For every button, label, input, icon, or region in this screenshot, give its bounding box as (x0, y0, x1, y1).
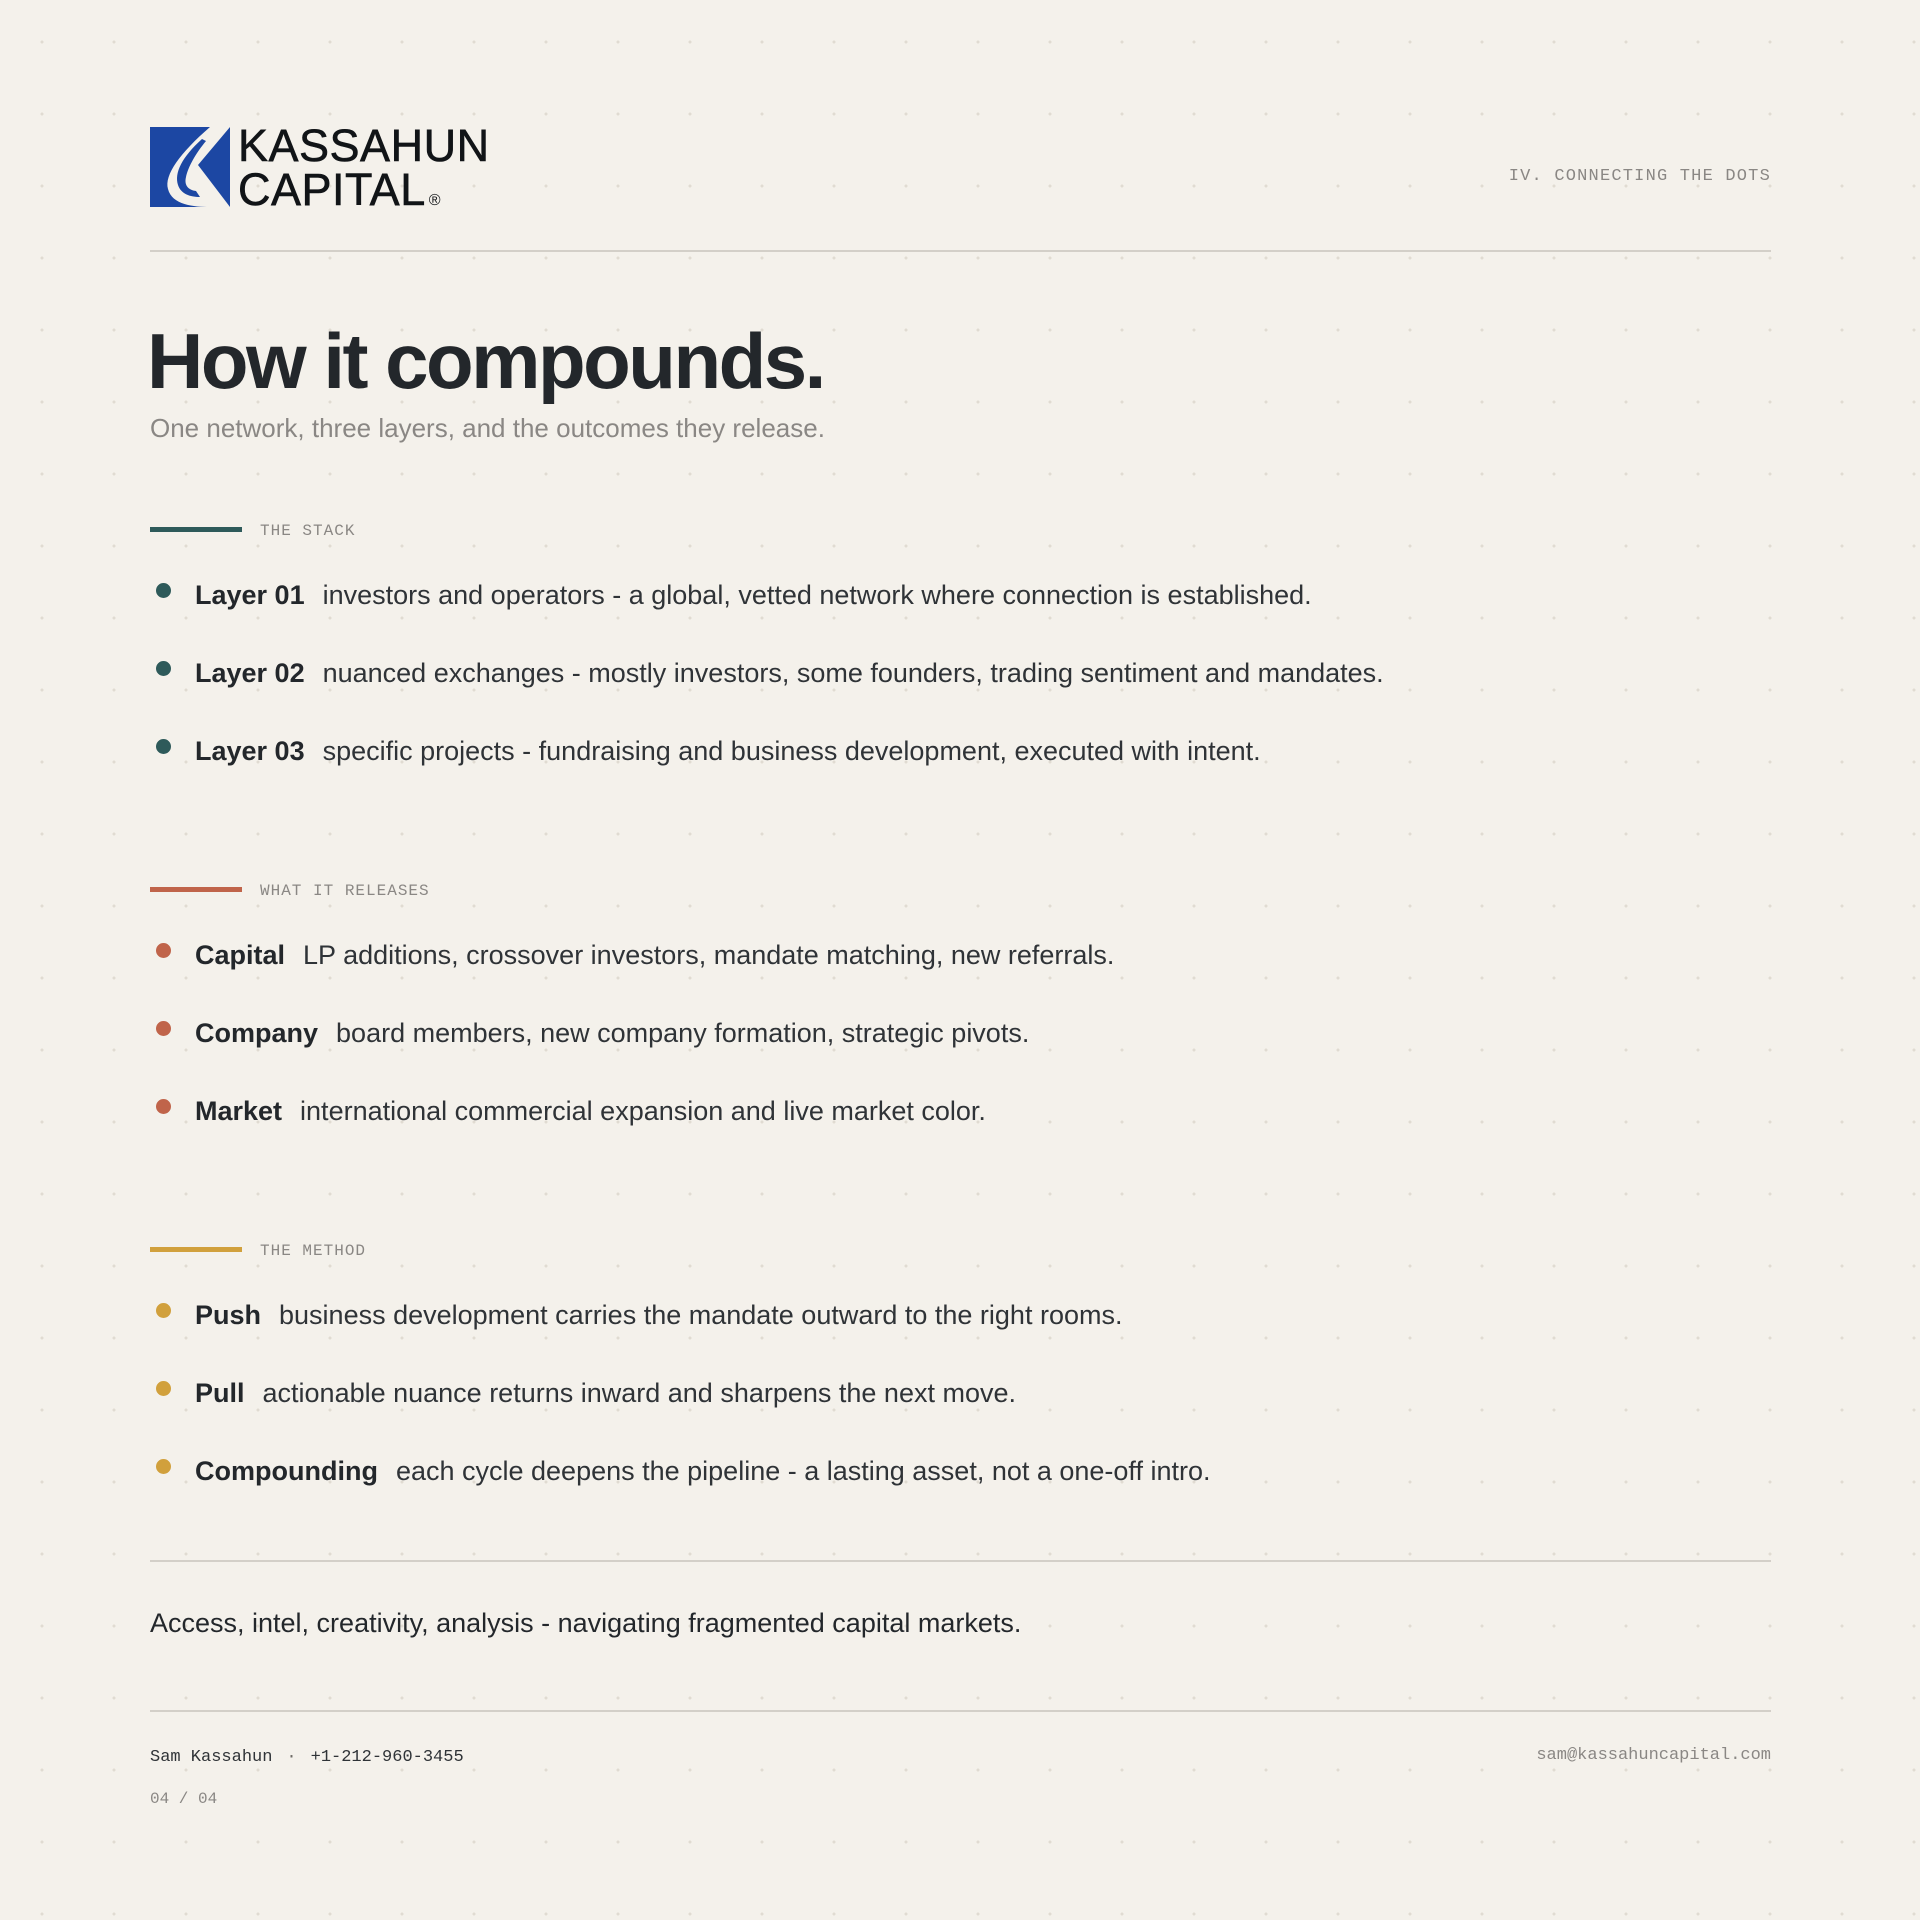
logo-line-2-text: CAPITAL (238, 163, 426, 215)
tagline: Access, intel, creativity, analysis - navigating fragmented capital markets. (150, 1608, 1022, 1638)
list-item (150, 1013, 1029, 1053)
item-term: Push (195, 1299, 262, 1330)
registered-mark: ® (428, 191, 442, 209)
item-description: each cycle deepens the pipeline - a lasting asset, not a one-off intro. (395, 1455, 1211, 1486)
item-description: actionable nuance returns inward and sharpens the next move. (262, 1377, 1016, 1408)
section-header (150, 519, 1771, 543)
page-subtitle: One network, three layers, and the outcomes they release. (150, 413, 825, 443)
item-description: specific projects - fundraising and business development, executed with intent. (322, 735, 1261, 766)
section-title: WHAT IT RELEASES (260, 882, 430, 900)
item-term: Layer 01 (195, 579, 305, 610)
bullet-dot-icon (156, 1303, 171, 1318)
item-description: board members, new company formation, strategic pivots. (336, 1017, 1030, 1048)
list-item (150, 575, 1312, 615)
contact-name: Sam Kassahun (150, 1748, 273, 1767)
section-accent-bar (150, 527, 242, 532)
item-term: Layer 02 (195, 657, 305, 688)
item-description: investors and operators - a global, vetted network where connection is established. (322, 579, 1312, 610)
item-description: business development carries the mandate outward to the right rooms. (279, 1299, 1123, 1330)
section-accent-bar (150, 1247, 242, 1252)
list-item (150, 731, 1261, 771)
section-label: IV. CONNECTING THE DOTS (1508, 167, 1771, 186)
section-header (150, 879, 1771, 903)
item-term: Market (195, 1095, 283, 1126)
logo-line-1: KASSAHUN (238, 119, 490, 171)
list-item (150, 1451, 1210, 1491)
company-logo (150, 119, 490, 215)
footer-separator: · (286, 1748, 297, 1767)
section-title: THE METHOD (260, 1242, 367, 1260)
tagline-divider-top (150, 1560, 1771, 1562)
section-the-method (150, 1239, 1771, 1486)
bullet-dot-icon (156, 1381, 171, 1396)
list-item (150, 935, 1114, 975)
bullet-dot-icon (156, 1021, 171, 1036)
bullet-dot-icon (156, 583, 171, 598)
logo-line-2 (238, 163, 490, 215)
page-title: How it compounds. (147, 317, 824, 405)
bullet-dot-icon (156, 1099, 171, 1114)
item-term: Compounding (195, 1455, 378, 1486)
logo-wordmark (238, 119, 490, 215)
bullet-dot-icon (156, 1459, 171, 1474)
contact-email[interactable]: sam@kassahuncapital.com (1536, 1746, 1771, 1765)
bullet-dot-icon (156, 661, 171, 676)
list-item (150, 1373, 1016, 1413)
footer-divider (150, 1710, 1771, 1712)
item-description: international commercial expansion and live market color. (300, 1095, 986, 1126)
list-item (150, 1091, 986, 1131)
list-item (150, 1295, 1122, 1335)
section-what-it-releases (150, 879, 1771, 1126)
item-term: Layer 03 (195, 735, 305, 766)
item-term: Pull (195, 1377, 245, 1408)
item-description: LP additions, crossover investors, mandate matching, new referrals. (303, 939, 1115, 970)
logo-mark-icon (150, 127, 230, 207)
section-title: THE STACK (260, 522, 356, 540)
page-number: 04 / 04 (150, 1790, 218, 1808)
list-item (150, 653, 1384, 693)
section-the-stack (150, 519, 1771, 766)
header-divider (150, 250, 1771, 252)
section-accent-bar (150, 887, 242, 892)
bullet-dot-icon (156, 739, 171, 754)
document-page (147, 0, 1771, 1920)
contact-phone[interactable]: +1-212-960-3455 (310, 1748, 464, 1767)
section-header (150, 1239, 1771, 1263)
item-description: nuanced exchanges - mostly investors, some founders, trading sentiment and mandates. (322, 657, 1384, 688)
footer-contact (150, 1748, 464, 1767)
item-term: Company (195, 1017, 319, 1048)
bullet-dot-icon (156, 943, 171, 958)
item-term: Capital (195, 939, 286, 970)
